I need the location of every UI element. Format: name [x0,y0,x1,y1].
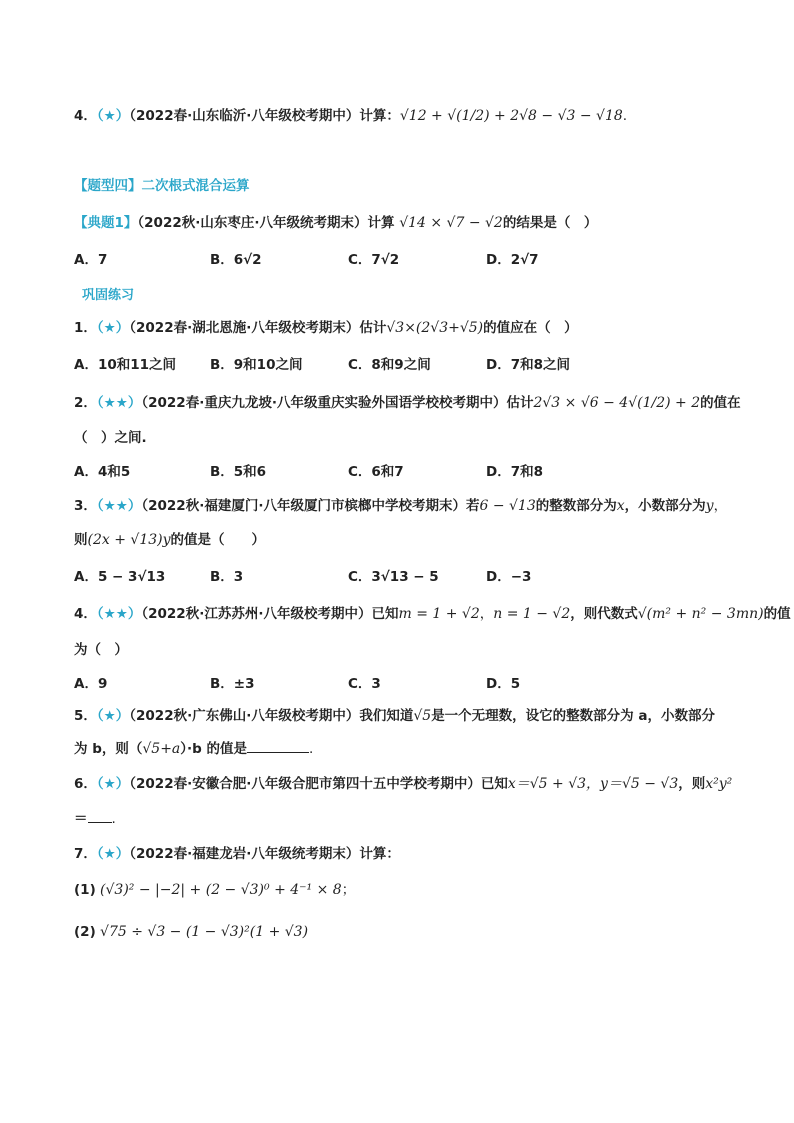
practice-2-line2: （ ）之间. [74,430,147,446]
answer-blank[interactable] [88,808,112,823]
question-source: （2022秋·山东枣庄·八年级统考期末）计算 [137,215,400,231]
question-source: （2022春·湖北恩施·八年级校考期末）估计 [129,320,387,336]
difficulty-star-icon: （★） [96,320,130,336]
question-tail: 的值应在（ ） [483,320,578,336]
question-source: （2022春·重庆九龙坡·八年级重庆实验外国语学校校考期中）估计 [141,395,534,411]
question-tail: 是一个无理数，设它的整数部分为 a，小数部分 [431,708,715,724]
section-bracket: 【题型四】 [74,178,142,194]
practice-4-line2: 为（ ） [74,642,128,658]
math-expression: √(m² + n² − 3mn) [637,606,764,622]
practice-6-line2 [74,808,734,829]
practice-2 [74,393,741,413]
question-text: 为 b，则（ [74,741,143,757]
question-source: （2022秋·广东佛山·八年级校考期中）我们知道 [129,708,414,724]
math-expression: √5 [413,708,432,724]
question-tail: 的值 [763,606,791,622]
difficulty-star-icon: （★★） [96,606,142,622]
question-number: 4． [74,606,97,622]
question-number: 7． [74,846,97,862]
math-expression: √5+a [142,741,181,757]
question-text: 则 [74,532,88,548]
question-tail: ，则 [678,776,706,792]
math-expression: 2√3 × √6 − 4√(1/2) + 2 [533,395,701,411]
option-d: D．7和8 [486,464,543,480]
practice-5 [74,706,734,726]
math-expression: √3×(2√3+√5) [386,320,484,336]
variable-x: x [616,498,625,514]
practice-4 [74,604,791,624]
question-number: 4． [74,108,97,124]
practice-7-sub2 [74,922,734,942]
option-a: A．9 [74,676,108,692]
option-c: C．3 [348,676,381,692]
option-b: B．6√2 [210,252,262,268]
question-source: （2022春·山东临沂·八年级校考期中）计算： [129,108,400,124]
option-a: A．7 [74,252,108,268]
question-tail: ，小数部分为 [624,498,706,514]
semicolon: ； [341,882,356,898]
example-label: 【典题1】 [74,215,138,231]
section-title-text: 二次根式混合运算 [141,178,250,194]
period: . [111,811,116,827]
section-title [74,176,250,196]
question-number: 3． [74,498,97,514]
question-source: （2022春·安徽合肥·八年级合肥市第四十五中学校考期中）已知 [129,776,508,792]
equals-sign: ＝ [74,811,88,827]
practice-3 [74,496,734,516]
variable-y: y [705,498,714,514]
sub-label: (2) [74,924,96,940]
math-expression: n = 1 − √2 [493,606,571,622]
practice-label: 巩固练习 [82,288,135,303]
difficulty-star-icon: （★） [96,846,130,862]
answer-blank[interactable] [247,738,309,753]
math-expression: √12 + √(1/2) + 2√8 − √3 − √18 [399,108,623,124]
practice-7 [74,844,734,864]
question-tail: 的值是（ ） [170,532,266,548]
question-tail: 的结果是（ ） [502,215,598,231]
practice-5-line2 [74,738,734,759]
math-expression: x²y² [705,776,733,792]
practice-3-line2 [74,530,734,550]
question-number: 6． [74,776,97,792]
option-c: C．7√2 [348,252,400,268]
practice-6 [74,774,734,794]
option-d: D．5 [486,676,521,692]
option-a: A．5 − 3√13 [74,569,166,585]
option-c: C．3√13 − 5 [348,569,439,585]
math-expression: (2x + √13)y [87,532,171,548]
question-source: （2022春·福建龙岩·八年级统考期末）计算： [129,846,400,862]
question-number: 1． [74,320,97,336]
difficulty-star-icon: （★★） [96,395,142,411]
math-expression: 6 − √13 [479,498,536,514]
math-expression: √14 × √7 − √2 [399,215,503,231]
question-source: （2022秋·江苏苏州·八年级校考期中）已知 [141,606,399,622]
comma: ， [713,498,728,514]
math-expression: x＝√5 + √3，y＝√5 − √3 [507,776,679,792]
difficulty-star-icon: （★） [96,776,130,792]
period: . [309,741,314,757]
option-d: D．2√7 [486,252,539,268]
comma: ， [479,606,494,622]
option-b: B．5和6 [210,464,267,480]
math-expression: m = 1 + √2 [398,606,480,622]
difficulty-star-icon: （★） [96,708,130,724]
question-source: （2022秋·福建厦门·八年级厦门市槟榔中学校考期末）若 [141,498,480,514]
option-b: B．9和10之间 [210,357,303,373]
difficulty-star-icon: （★★） [96,498,142,514]
option-a: A．10和11之间 [74,357,177,373]
period: . [622,108,628,124]
example-1 [74,213,734,233]
sub-label: (1) [74,882,96,898]
option-b: B．±3 [210,676,255,692]
option-a: A．4和5 [74,464,131,480]
math-expression: √75 ÷ √3 − (1 − √3)²(1 + √3) [100,924,309,940]
question-tail: ，则代数式 [570,606,638,622]
difficulty-star-icon: （★） [96,108,130,124]
question-number: 2． [74,395,97,411]
option-c: C．8和9之间 [348,357,431,373]
option-d: D．7和8之间 [486,357,570,373]
practice-1 [74,318,734,338]
option-d: D．−3 [486,569,532,585]
question-tail: 的值在 [700,395,741,411]
question-tail: 的整数部分为 [535,498,617,514]
question-4-prev [74,106,734,126]
option-c: C．6和7 [348,464,404,480]
math-expression: (√3)² − |−2| + (2 − √3)⁰ + 4⁻¹ × 8 [100,882,342,898]
option-b: B．3 [210,569,244,585]
question-tail: ）·b 的值是 [180,741,248,757]
question-number: 5． [74,708,97,724]
practice-7-sub1 [74,880,734,900]
